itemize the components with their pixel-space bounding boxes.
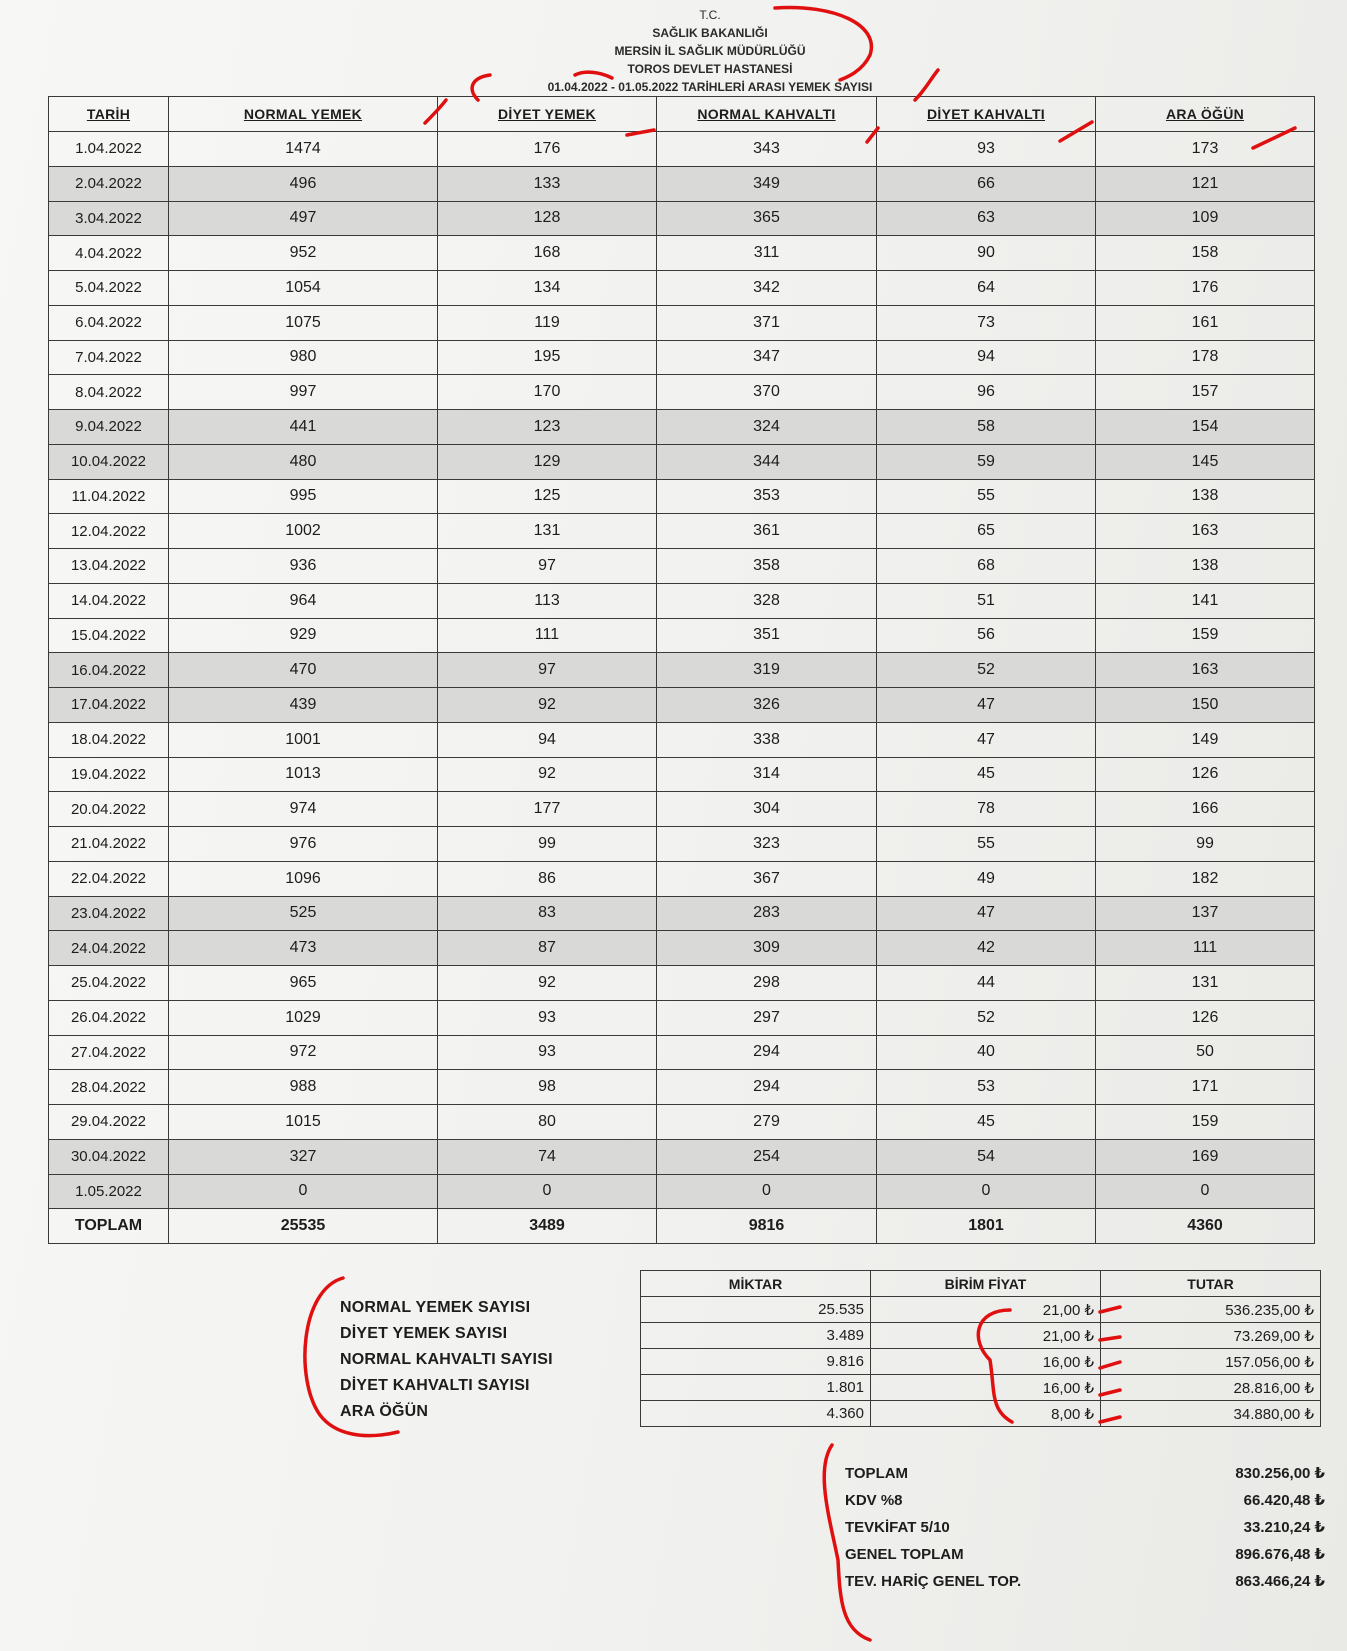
table-row xyxy=(49,444,1315,479)
table-row xyxy=(49,1000,1315,1035)
cell-diyet-yemek: 0 xyxy=(438,1174,657,1209)
cell-diyet-kahvalti: 42 xyxy=(877,931,1096,966)
cell-diyet-kahvalti: 45 xyxy=(877,757,1096,792)
cell-ara-ogun: 131 xyxy=(1096,966,1315,1001)
cell-date: 13.04.2022 xyxy=(49,549,169,584)
price-cell-tutar: 34.880,00 ₺ xyxy=(1101,1401,1321,1427)
cell-diyet-kahvalti: 54 xyxy=(877,1139,1096,1174)
price-cell-birim: 21,00 ₺ xyxy=(871,1323,1101,1349)
cell-date: 10.04.2022 xyxy=(49,444,169,479)
cell-normal-yemek: 976 xyxy=(169,827,438,862)
cell-normal-kahvalti: 294 xyxy=(657,1035,877,1070)
cell-ara-ogun: 141 xyxy=(1096,583,1315,618)
price-cell-tutar: 157.056,00 ₺ xyxy=(1101,1349,1321,1375)
cell-ara-ogun: 154 xyxy=(1096,410,1315,445)
cell-diyet-kahvalti: 93 xyxy=(877,132,1096,167)
totals-row xyxy=(845,1514,1325,1541)
table-row xyxy=(49,410,1315,445)
cell-normal-yemek: 470 xyxy=(169,653,438,688)
col-header-normal-yemek: NORMAL YEMEK xyxy=(169,97,438,132)
cell-diyet-yemek: 80 xyxy=(438,1105,657,1140)
totals-row xyxy=(845,1568,1325,1595)
label-normal-yemek: NORMAL YEMEK SAYISI xyxy=(340,1299,531,1316)
cell-normal-kahvalti: 349 xyxy=(657,166,877,201)
table-row xyxy=(49,722,1315,757)
cell-ara-ogun: 169 xyxy=(1096,1139,1315,1174)
price-header-birim: BİRİM FİYAT xyxy=(871,1271,1101,1297)
table-row xyxy=(49,375,1315,410)
cell-diyet-yemek: 97 xyxy=(438,653,657,688)
table-header-row xyxy=(49,97,1315,132)
table-row xyxy=(49,271,1315,306)
cell-date: 7.04.2022 xyxy=(49,340,169,375)
table-row xyxy=(49,966,1315,1001)
price-cell-birim: 16,00 ₺ xyxy=(871,1349,1101,1375)
totals-value: 33.210,24 ₺ xyxy=(1243,1519,1325,1536)
col-header-diyet-yemek: DİYET YEMEK xyxy=(438,97,657,132)
cell-diyet-yemek: 133 xyxy=(438,166,657,201)
cell-diyet-yemek: 129 xyxy=(438,444,657,479)
cell-ara-ogun: 150 xyxy=(1096,688,1315,723)
cell-ara-ogun: 126 xyxy=(1096,757,1315,792)
cell-ara-ogun: 166 xyxy=(1096,792,1315,827)
cell-normal-yemek: 1474 xyxy=(169,132,438,167)
total-cell-normal-kahvalti: 9816 xyxy=(657,1209,877,1244)
cell-normal-yemek: 997 xyxy=(169,375,438,410)
cell-date: 24.04.2022 xyxy=(49,931,169,966)
cell-normal-yemek: 480 xyxy=(169,444,438,479)
cell-normal-yemek: 980 xyxy=(169,340,438,375)
cell-normal-kahvalti: 279 xyxy=(657,1105,877,1140)
cell-normal-kahvalti: 304 xyxy=(657,792,877,827)
total-cell-normal-yemek: 25535 xyxy=(169,1209,438,1244)
cell-normal-kahvalti: 311 xyxy=(657,236,877,271)
cell-diyet-yemek: 92 xyxy=(438,757,657,792)
cell-diyet-yemek: 128 xyxy=(438,201,657,236)
cell-ara-ogun: 163 xyxy=(1096,514,1315,549)
price-table xyxy=(640,1270,1321,1427)
col-header-diyet-kahvalti: DİYET KAHVALTI xyxy=(877,97,1096,132)
cell-normal-kahvalti: 297 xyxy=(657,1000,877,1035)
cell-date: 27.04.2022 xyxy=(49,1035,169,1070)
cell-ara-ogun: 126 xyxy=(1096,1000,1315,1035)
cell-normal-yemek: 525 xyxy=(169,896,438,931)
cell-normal-kahvalti: 343 xyxy=(657,132,877,167)
price-row xyxy=(641,1401,1321,1427)
cell-normal-kahvalti: 353 xyxy=(657,479,877,514)
cell-normal-yemek: 995 xyxy=(169,479,438,514)
cell-ara-ogun: 111 xyxy=(1096,931,1315,966)
cell-date: 16.04.2022 xyxy=(49,653,169,688)
cell-diyet-yemek: 195 xyxy=(438,340,657,375)
cell-diyet-kahvalti: 53 xyxy=(877,1070,1096,1105)
totals-label: GENEL TOPLAM xyxy=(845,1546,964,1563)
price-cell-miktar: 3.489 xyxy=(641,1323,871,1349)
cell-normal-kahvalti: 326 xyxy=(657,688,877,723)
label-normal-kahvalti: NORMAL KAHVALTI SAYISI xyxy=(340,1351,553,1368)
cell-normal-yemek: 1054 xyxy=(169,271,438,306)
cell-ara-ogun: 137 xyxy=(1096,896,1315,931)
totals-row xyxy=(845,1487,1325,1514)
cell-diyet-yemek: 99 xyxy=(438,827,657,862)
table-row xyxy=(49,479,1315,514)
cell-diyet-yemek: 111 xyxy=(438,618,657,653)
total-cell-label: TOPLAM xyxy=(49,1209,169,1244)
header-period: 01.04.2022 - 01.05.2022 TARİHLERİ ARASI YEMEK SAYISI xyxy=(547,80,873,94)
cell-normal-kahvalti: 342 xyxy=(657,271,877,306)
price-header-tutar: TUTAR xyxy=(1101,1271,1321,1297)
cell-ara-ogun: 145 xyxy=(1096,444,1315,479)
cell-diyet-kahvalti: 73 xyxy=(877,305,1096,340)
table-row xyxy=(49,1035,1315,1070)
header-ministry: SAĞLIK BAKANLIĞI xyxy=(652,26,768,40)
cell-date: 12.04.2022 xyxy=(49,514,169,549)
table-row xyxy=(49,132,1315,167)
document-header xyxy=(430,6,990,96)
cell-diyet-yemek: 92 xyxy=(438,688,657,723)
cell-normal-kahvalti: 361 xyxy=(657,514,877,549)
cell-normal-yemek: 1096 xyxy=(169,861,438,896)
cell-date: 30.04.2022 xyxy=(49,1139,169,1174)
totals-row xyxy=(845,1541,1325,1568)
cell-diyet-yemek: 125 xyxy=(438,479,657,514)
price-cell-miktar: 1.801 xyxy=(641,1375,871,1401)
totals-label: TEVKİFAT 5/10 xyxy=(845,1519,950,1536)
table-row xyxy=(49,1070,1315,1105)
cell-normal-kahvalti: 365 xyxy=(657,201,877,236)
col-header-date: TARİH xyxy=(49,97,169,132)
cell-ara-ogun: 109 xyxy=(1096,201,1315,236)
cell-normal-kahvalti: 283 xyxy=(657,896,877,931)
cell-normal-yemek: 972 xyxy=(169,1035,438,1070)
cell-date: 4.04.2022 xyxy=(49,236,169,271)
cell-diyet-kahvalti: 0 xyxy=(877,1174,1096,1209)
cell-ara-ogun: 157 xyxy=(1096,375,1315,410)
cell-normal-yemek: 473 xyxy=(169,931,438,966)
cell-ara-ogun: 158 xyxy=(1096,236,1315,271)
cell-ara-ogun: 0 xyxy=(1096,1174,1315,1209)
price-row xyxy=(641,1323,1321,1349)
table-row xyxy=(49,201,1315,236)
col-header-normal-kahvalti: NORMAL KAHVALTI xyxy=(657,97,877,132)
cell-diyet-yemek: 177 xyxy=(438,792,657,827)
cell-diyet-kahvalti: 44 xyxy=(877,966,1096,1001)
cell-ara-ogun: 161 xyxy=(1096,305,1315,340)
totals-value: 896.676,48 ₺ xyxy=(1235,1546,1325,1563)
cell-diyet-kahvalti: 47 xyxy=(877,688,1096,723)
cell-diyet-kahvalti: 55 xyxy=(877,827,1096,862)
cell-diyet-yemek: 86 xyxy=(438,861,657,896)
cell-ara-ogun: 178 xyxy=(1096,340,1315,375)
cell-diyet-kahvalti: 47 xyxy=(877,896,1096,931)
cell-diyet-kahvalti: 68 xyxy=(877,549,1096,584)
cell-diyet-yemek: 87 xyxy=(438,931,657,966)
cell-diyet-kahvalti: 64 xyxy=(877,271,1096,306)
cell-normal-kahvalti: 344 xyxy=(657,444,877,479)
header-hospital: TOROS DEVLET HASTANESİ xyxy=(627,62,793,76)
table-row xyxy=(49,653,1315,688)
cell-diyet-kahvalti: 59 xyxy=(877,444,1096,479)
cell-date: 26.04.2022 xyxy=(49,1000,169,1035)
cell-diyet-kahvalti: 63 xyxy=(877,201,1096,236)
table-row xyxy=(49,1105,1315,1140)
cell-date: 20.04.2022 xyxy=(49,792,169,827)
totals-row xyxy=(845,1460,1325,1487)
cell-date: 1.05.2022 xyxy=(49,1174,169,1209)
cell-normal-yemek: 441 xyxy=(169,410,438,445)
cell-normal-yemek: 964 xyxy=(169,583,438,618)
cell-date: 15.04.2022 xyxy=(49,618,169,653)
cell-ara-ogun: 149 xyxy=(1096,722,1315,757)
cell-ara-ogun: 99 xyxy=(1096,827,1315,862)
price-cell-tutar: 536.235,00 ₺ xyxy=(1101,1297,1321,1323)
cell-date: 14.04.2022 xyxy=(49,583,169,618)
cell-diyet-kahvalti: 65 xyxy=(877,514,1096,549)
cell-normal-yemek: 936 xyxy=(169,549,438,584)
cell-normal-yemek: 439 xyxy=(169,688,438,723)
cell-diyet-yemek: 176 xyxy=(438,132,657,167)
cell-ara-ogun: 50 xyxy=(1096,1035,1315,1070)
cell-date: 22.04.2022 xyxy=(49,861,169,896)
totals-label: TOPLAM xyxy=(845,1465,909,1482)
cell-date: 29.04.2022 xyxy=(49,1105,169,1140)
cell-normal-kahvalti: 298 xyxy=(657,966,877,1001)
total-cell-ara-ogun: 4360 xyxy=(1096,1209,1315,1244)
cell-normal-kahvalti: 358 xyxy=(657,549,877,584)
table-body xyxy=(49,132,1315,1244)
price-header-miktar: MİKTAR xyxy=(641,1271,871,1297)
price-row xyxy=(641,1375,1321,1401)
cell-date: 21.04.2022 xyxy=(49,827,169,862)
header-directorate: MERSİN İL SAĞLIK MÜDÜRLÜĞÜ xyxy=(614,44,806,58)
cell-normal-yemek: 327 xyxy=(169,1139,438,1174)
cell-date: 18.04.2022 xyxy=(49,722,169,757)
price-cell-tutar: 73.269,00 ₺ xyxy=(1101,1323,1321,1349)
cell-date: 8.04.2022 xyxy=(49,375,169,410)
price-row xyxy=(641,1297,1321,1323)
cell-date: 3.04.2022 xyxy=(49,201,169,236)
cell-date: 5.04.2022 xyxy=(49,271,169,306)
table-row xyxy=(49,236,1315,271)
table-row xyxy=(49,618,1315,653)
table-row xyxy=(49,688,1315,723)
cell-diyet-kahvalti: 51 xyxy=(877,583,1096,618)
cell-diyet-kahvalti: 52 xyxy=(877,653,1096,688)
cell-normal-kahvalti: 370 xyxy=(657,375,877,410)
cell-diyet-yemek: 113 xyxy=(438,583,657,618)
cell-date: 28.04.2022 xyxy=(49,1070,169,1105)
label-diyet-kahvalti: DİYET KAHVALTI SAYISI xyxy=(340,1377,530,1394)
cell-normal-yemek: 1001 xyxy=(169,722,438,757)
cell-normal-kahvalti: 323 xyxy=(657,827,877,862)
table-row xyxy=(49,1174,1315,1209)
cell-normal-yemek: 1015 xyxy=(169,1105,438,1140)
cell-normal-yemek: 965 xyxy=(169,966,438,1001)
cell-normal-kahvalti: 319 xyxy=(657,653,877,688)
cell-diyet-kahvalti: 49 xyxy=(877,861,1096,896)
cell-diyet-yemek: 119 xyxy=(438,305,657,340)
cell-date: 1.04.2022 xyxy=(49,132,169,167)
price-body xyxy=(641,1297,1321,1427)
price-cell-miktar: 9.816 xyxy=(641,1349,871,1375)
totals-value: 66.420,48 ₺ xyxy=(1243,1492,1325,1509)
totals-label: KDV %8 xyxy=(845,1492,903,1509)
table-row xyxy=(49,896,1315,931)
table-row xyxy=(49,757,1315,792)
table-row xyxy=(49,827,1315,862)
cell-diyet-yemek: 134 xyxy=(438,271,657,306)
cell-normal-kahvalti: 324 xyxy=(657,410,877,445)
cell-date: 19.04.2022 xyxy=(49,757,169,792)
cell-normal-kahvalti: 351 xyxy=(657,618,877,653)
summary-labels xyxy=(340,1295,553,1425)
cell-diyet-kahvalti: 45 xyxy=(877,1105,1096,1140)
totals-summary xyxy=(845,1460,1325,1595)
cell-normal-yemek: 496 xyxy=(169,166,438,201)
header-tc: T.C. xyxy=(699,8,721,22)
price-cell-miktar: 4.360 xyxy=(641,1401,871,1427)
cell-diyet-kahvalti: 52 xyxy=(877,1000,1096,1035)
cell-ara-ogun: 159 xyxy=(1096,1105,1315,1140)
totals-value: 863.466,24 ₺ xyxy=(1235,1573,1325,1590)
price-row xyxy=(641,1349,1321,1375)
col-header-ara-ogun: ARA ÖĞÜN xyxy=(1096,97,1315,132)
totals-value: 830.256,00 ₺ xyxy=(1235,1465,1325,1482)
cell-diyet-kahvalti: 66 xyxy=(877,166,1096,201)
cell-diyet-yemek: 83 xyxy=(438,896,657,931)
cell-date: 6.04.2022 xyxy=(49,305,169,340)
table-row xyxy=(49,549,1315,584)
cell-date: 11.04.2022 xyxy=(49,479,169,514)
cell-diyet-kahvalti: 90 xyxy=(877,236,1096,271)
price-cell-miktar: 25.535 xyxy=(641,1297,871,1323)
cell-diyet-yemek: 94 xyxy=(438,722,657,757)
cell-date: 25.04.2022 xyxy=(49,966,169,1001)
cell-normal-yemek: 974 xyxy=(169,792,438,827)
cell-diyet-yemek: 92 xyxy=(438,966,657,1001)
cell-diyet-yemek: 98 xyxy=(438,1070,657,1105)
cell-diyet-yemek: 93 xyxy=(438,1000,657,1035)
cell-date: 23.04.2022 xyxy=(49,896,169,931)
cell-normal-kahvalti: 347 xyxy=(657,340,877,375)
cell-ara-ogun: 182 xyxy=(1096,861,1315,896)
cell-ara-ogun: 138 xyxy=(1096,549,1315,584)
table-row xyxy=(49,861,1315,896)
table-row xyxy=(49,514,1315,549)
cell-normal-yemek: 1029 xyxy=(169,1000,438,1035)
cell-normal-kahvalti: 294 xyxy=(657,1070,877,1105)
cell-ara-ogun: 163 xyxy=(1096,653,1315,688)
cell-normal-yemek: 1013 xyxy=(169,757,438,792)
cell-date: 2.04.2022 xyxy=(49,166,169,201)
table-row xyxy=(49,583,1315,618)
cell-diyet-kahvalti: 47 xyxy=(877,722,1096,757)
price-cell-birim: 8,00 ₺ xyxy=(871,1401,1101,1427)
cell-normal-kahvalti: 314 xyxy=(657,757,877,792)
meal-count-table xyxy=(48,96,1315,1244)
cell-date: 9.04.2022 xyxy=(49,410,169,445)
label-diyet-yemek: DİYET YEMEK SAYISI xyxy=(340,1325,508,1342)
cell-diyet-yemek: 74 xyxy=(438,1139,657,1174)
cell-ara-ogun: 121 xyxy=(1096,166,1315,201)
cell-normal-kahvalti: 328 xyxy=(657,583,877,618)
table-row xyxy=(49,931,1315,966)
cell-normal-kahvalti: 367 xyxy=(657,861,877,896)
cell-diyet-kahvalti: 56 xyxy=(877,618,1096,653)
cell-date: 17.04.2022 xyxy=(49,688,169,723)
total-cell-diyet-kahvalti: 1801 xyxy=(877,1209,1096,1244)
table-row xyxy=(49,166,1315,201)
cell-diyet-yemek: 168 xyxy=(438,236,657,271)
cell-diyet-yemek: 170 xyxy=(438,375,657,410)
cell-ara-ogun: 173 xyxy=(1096,132,1315,167)
cell-normal-yemek: 1075 xyxy=(169,305,438,340)
table-row xyxy=(49,305,1315,340)
price-cell-birim: 21,00 ₺ xyxy=(871,1297,1101,1323)
cell-ara-ogun: 176 xyxy=(1096,271,1315,306)
cell-diyet-yemek: 131 xyxy=(438,514,657,549)
cell-diyet-kahvalti: 78 xyxy=(877,792,1096,827)
cell-normal-yemek: 0 xyxy=(169,1174,438,1209)
total-row xyxy=(49,1209,1315,1244)
cell-diyet-kahvalti: 94 xyxy=(877,340,1096,375)
price-cell-tutar: 28.816,00 ₺ xyxy=(1101,1375,1321,1401)
cell-normal-yemek: 1002 xyxy=(169,514,438,549)
cell-normal-yemek: 952 xyxy=(169,236,438,271)
cell-normal-yemek: 497 xyxy=(169,201,438,236)
cell-normal-kahvalti: 371 xyxy=(657,305,877,340)
cell-normal-kahvalti: 254 xyxy=(657,1139,877,1174)
cell-diyet-kahvalti: 40 xyxy=(877,1035,1096,1070)
label-ara-ogun: ARA ÖĞÜN xyxy=(340,1403,429,1420)
cell-normal-yemek: 988 xyxy=(169,1070,438,1105)
cell-diyet-yemek: 97 xyxy=(438,549,657,584)
cell-diyet-yemek: 93 xyxy=(438,1035,657,1070)
cell-normal-kahvalti: 0 xyxy=(657,1174,877,1209)
cell-normal-kahvalti: 338 xyxy=(657,722,877,757)
cell-diyet-yemek: 123 xyxy=(438,410,657,445)
cell-ara-ogun: 171 xyxy=(1096,1070,1315,1105)
cell-diyet-kahvalti: 96 xyxy=(877,375,1096,410)
cell-normal-kahvalti: 309 xyxy=(657,931,877,966)
total-cell-diyet-yemek: 3489 xyxy=(438,1209,657,1244)
table-row xyxy=(49,1139,1315,1174)
price-cell-birim: 16,00 ₺ xyxy=(871,1375,1101,1401)
cell-normal-yemek: 929 xyxy=(169,618,438,653)
cell-ara-ogun: 138 xyxy=(1096,479,1315,514)
cell-diyet-kahvalti: 58 xyxy=(877,410,1096,445)
totals-label: TEV. HARİÇ GENEL TOP. xyxy=(845,1573,1022,1590)
price-header-row xyxy=(641,1271,1321,1297)
cell-ara-ogun: 159 xyxy=(1096,618,1315,653)
table-row xyxy=(49,792,1315,827)
cell-diyet-kahvalti: 55 xyxy=(877,479,1096,514)
table-row xyxy=(49,340,1315,375)
